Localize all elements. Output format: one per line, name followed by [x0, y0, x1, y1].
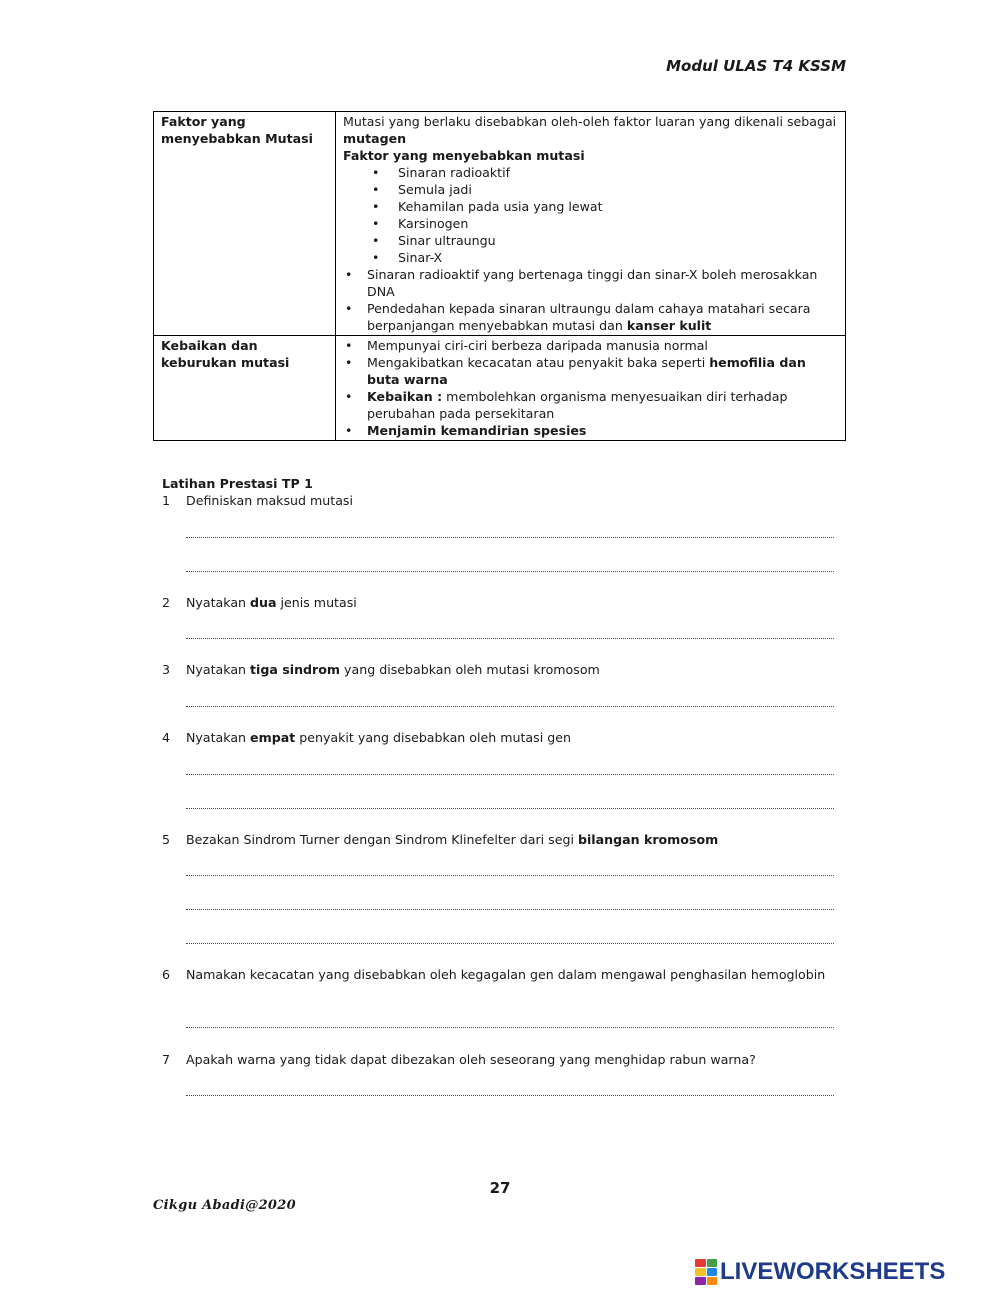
list-item: • Pendedahan kepada sinaran ultraungu dalam cahaya matahari secara berpanjangan menyebabkan mutasi dan kanser kulit — [343, 300, 839, 334]
factor-notes — [343, 266, 839, 334]
pros-cons-list — [343, 337, 839, 439]
question-number: 5 — [162, 832, 171, 847]
question-text: Nyatakan tiga sindrom yang disebabkan oleh mutasi kromosom — [186, 662, 600, 677]
logo-tile — [707, 1268, 718, 1276]
logo-tile — [695, 1259, 706, 1267]
answer-line[interactable] — [186, 875, 834, 876]
list-item: • Mengakibatkan kecacatan atau penyakit baka seperti hemofilia dan buta warna — [343, 354, 839, 388]
list-item: • Menjamin kemandirian spesies — [343, 422, 839, 439]
question-number: 4 — [162, 730, 171, 745]
logo-tile — [695, 1277, 706, 1285]
question-text: Namakan kecacatan yang disebabkan oleh kegagalan gen dalam mengawal penghasilan hemoglobin — [186, 967, 826, 982]
factor-list — [343, 164, 839, 266]
table-row — [154, 112, 846, 336]
answer-line[interactable] — [186, 808, 834, 809]
answer-line[interactable] — [186, 774, 834, 775]
intro-text: Mutasi yang berlaku disebabkan oleh-oleh faktor luaran yang dikenali sebagai mutagen — [343, 114, 837, 146]
author-signature: Cikgu Abadi@2020 — [153, 1198, 296, 1213]
row-label-factors: Faktor yang menyebabkan Mutasi — [154, 112, 336, 336]
exercise-title: Latihan Prestasi TP 1 — [162, 476, 313, 491]
answer-line[interactable] — [186, 706, 834, 707]
question-text: Nyatakan empat penyakit yang disebabkan oleh mutasi gen — [186, 730, 571, 745]
question-number: 1 — [162, 493, 171, 508]
question-5 — [162, 831, 846, 848]
factors-subheading: Faktor yang menyebabkan mutasi — [343, 148, 585, 163]
answer-line[interactable] — [186, 638, 834, 639]
question-6 — [162, 966, 846, 983]
answer-line[interactable] — [186, 1095, 834, 1096]
question-number: 7 — [162, 1052, 171, 1067]
question-text: Definiskan maksud mutasi — [186, 493, 353, 508]
question-number: 6 — [162, 967, 171, 982]
row-content-factors — [336, 112, 846, 336]
logo-tile — [695, 1268, 706, 1276]
question-number: 2 — [162, 595, 171, 610]
liveworksheets-icon — [695, 1259, 717, 1285]
row-content-pros-cons — [336, 336, 846, 441]
question-number: 3 — [162, 662, 171, 677]
answer-line[interactable] — [186, 943, 834, 944]
list-item: • Sinaran radioaktif yang bertenaga tinggi dan sinar-X boleh merosakkan DNA — [343, 266, 839, 300]
list-item: • Sinar ultraungu — [343, 232, 839, 249]
page-number: 27 — [489, 1179, 511, 1197]
question-7 — [162, 1051, 846, 1068]
list-item: • Sinar-X — [343, 249, 839, 266]
module-title: Modul ULAS T4 KSSM — [666, 57, 846, 75]
question-text: Nyatakan dua jenis mutasi — [186, 595, 357, 610]
question-1 — [162, 492, 846, 509]
mutation-info-table — [153, 111, 846, 441]
question-text: Apakah warna yang tidak dapat dibezakan oleh seseorang yang menghidap rabun warna? — [186, 1052, 756, 1067]
logo-tile — [707, 1259, 718, 1267]
question-4 — [162, 729, 846, 746]
answer-line[interactable] — [186, 537, 834, 538]
logo-tile — [707, 1277, 718, 1285]
liveworksheets-logo[interactable] — [695, 1256, 945, 1288]
table-row — [154, 336, 846, 441]
answer-line[interactable] — [186, 1027, 834, 1028]
question-2 — [162, 594, 846, 611]
question-text: Bezakan Sindrom Turner dengan Sindrom Klinefelter dari segi bilangan kromosom — [186, 832, 719, 847]
list-item: • Kehamilan pada usia yang lewat — [343, 198, 839, 215]
list-item: • Karsinogen — [343, 215, 839, 232]
list-item: • Semula jadi — [343, 181, 839, 198]
answer-line[interactable] — [186, 571, 834, 572]
brand-name: LIVEWORKSHEETS — [720, 1257, 946, 1285]
list-item: • Sinaran radioaktif — [343, 164, 839, 181]
list-item: • Mempunyai ciri-ciri berbeza daripada manusia normal — [343, 337, 839, 354]
row-label-pros-cons: Kebaikan dan keburukan mutasi — [154, 336, 336, 441]
list-item: • Kebaikan : membolehkan organisma menyesuaikan diri terhadap perubahan pada persekitaran — [343, 388, 839, 422]
question-3 — [162, 661, 846, 678]
answer-line[interactable] — [186, 909, 834, 910]
